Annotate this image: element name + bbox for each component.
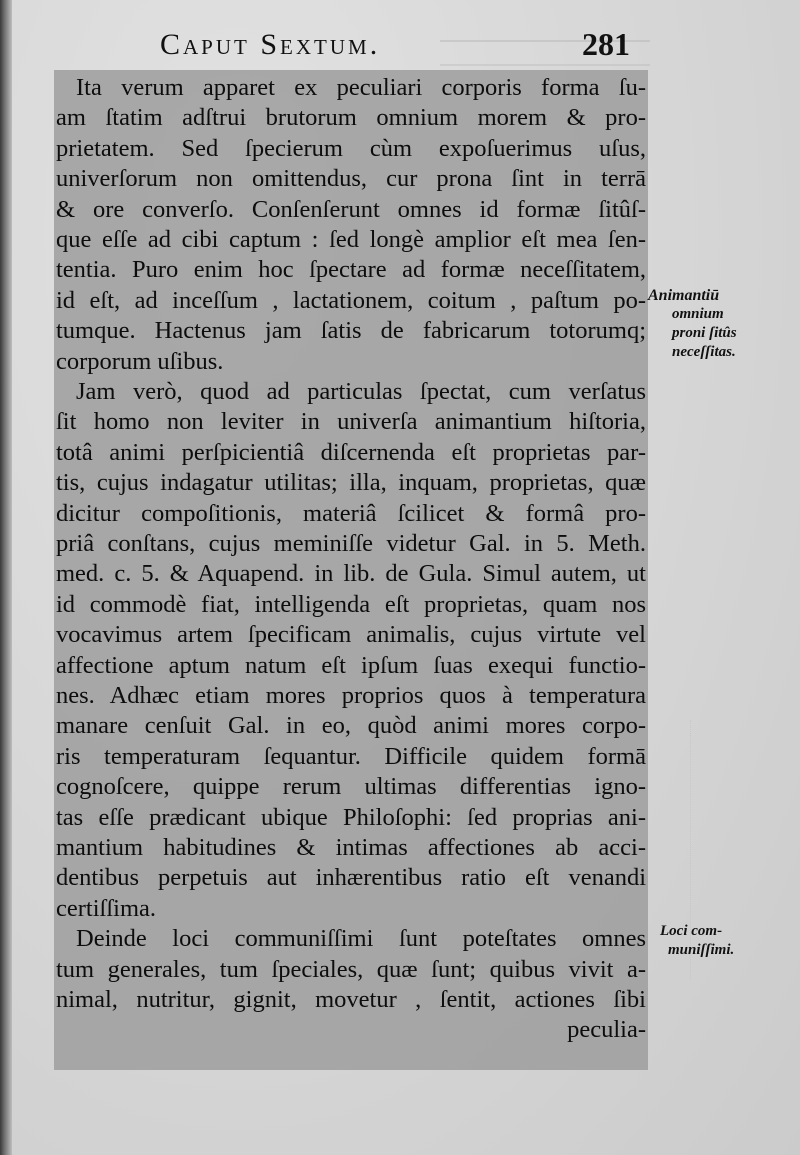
text-line: univerſorum non omittendus, cur prona ſint in terrā [56, 165, 646, 193]
text-line: tis, cujus indagatur utilitas; illa, inquam, proprietas, quæ [56, 469, 646, 497]
text-line: med. c. 5. & Aquapend. in lib. de Gula. Simul autem, ut [56, 560, 646, 588]
text-line: & ore converſo. Conſenſerunt omnes id formæ ſitûſ- [56, 195, 646, 223]
margin-note-line: neceſſitas. [672, 344, 736, 360]
text-line: que eſſe ad cibi captum : ſed longè amplior eſt mea ſen- [56, 226, 646, 253]
text-line: mantium habitudines & intimas affectiones ab acci- [56, 834, 646, 861]
text-line: tas eſſe prædicant ubique Philoſophi: ſed proprias ani- [56, 803, 646, 831]
margin-note-loci [660, 922, 734, 960]
text-line: tum generales, tum ſpeciales, quæ ſunt; quibus vivit a- [56, 955, 646, 983]
text-line: vocavimus artem ſpecificam animalis, cujus virtute vel [56, 621, 646, 649]
page-header [0, 22, 660, 70]
text-line: dentibus perpetuis aut inhærentibus ratio eſt venandi [56, 864, 646, 892]
text-line: manare cenſuit Gal. in eo, quòd animi mores corpo- [56, 712, 646, 740]
text-line: prietatem. Sed ſpecierum cùm expoſuerimus uſus, [56, 134, 646, 162]
margin-note-line: proni ſitûs [672, 325, 737, 341]
text-line: nimal, nutritur, gignit, movetur , ſentit, actiones ſibi [56, 986, 646, 1013]
text-line: ſit homo non leviter in univerſa animantium hiſtoria, [56, 408, 646, 436]
text-line: totâ animi perſpicientiâ diſcernenda eſt proprietas par- [56, 438, 646, 466]
text-line: tumque. Hactenus jam ſatis de fabricarum totorumq; [56, 317, 646, 345]
margin-note-line: muniſſimi. [668, 942, 735, 958]
text-line: am ſtatim adſtrui brutorum omnium morem & pro- [56, 104, 646, 132]
text-line: id commodè fiat, intelligenda eſt proprietas, quam nos [56, 590, 646, 618]
text-line: dicitur compoſitionis, materiâ ſcilicet & formâ pro- [56, 499, 646, 527]
text-line: Jam verò, quod ad particulas ſpectat, cum verſatus [76, 378, 646, 405]
text-line: ris temperaturam ſequantur. Difficile quidem formā [56, 742, 646, 770]
running-head: Caput Sextum. [160, 28, 381, 61]
margin-note-line: Animantiū [648, 287, 720, 304]
text-line: tentia. Puro enim hoc ſpectare ad formæ neceſſitatem, [56, 256, 646, 284]
text-line: id eſt, ad inceſſum , lactationem, coitum , paſtum po- [56, 286, 646, 314]
margin-note-animantium [648, 286, 737, 362]
text-line: priâ conſtans, cujus meminiſſe videtur Gal. in 5. Meth. [56, 530, 646, 557]
text-line: peculia- [567, 1016, 646, 1044]
text-line: cognoſcere, quippe rerum ultimas differentias igno- [56, 773, 646, 801]
text-line: affectione aptum natum eſt ipſum ſuas exequi functio- [56, 651, 646, 679]
binding-edge [0, 0, 12, 1155]
page-number: 281 [582, 26, 630, 62]
margin-note-line: omnium [672, 306, 724, 322]
text-line: Deinde loci communiſſimi ſunt poteſtates omnes [76, 925, 646, 953]
text-line: nes. Adhæc etiam mores proprios quos à temperatura [56, 682, 646, 709]
margin-note-line: Loci com- [660, 923, 723, 939]
text-line: certiſſima. [56, 894, 156, 922]
text-line: corporum uſibus. [56, 347, 224, 375]
text-line: Ita verum apparet ex peculiari corporis forma ſu- [76, 74, 646, 101]
